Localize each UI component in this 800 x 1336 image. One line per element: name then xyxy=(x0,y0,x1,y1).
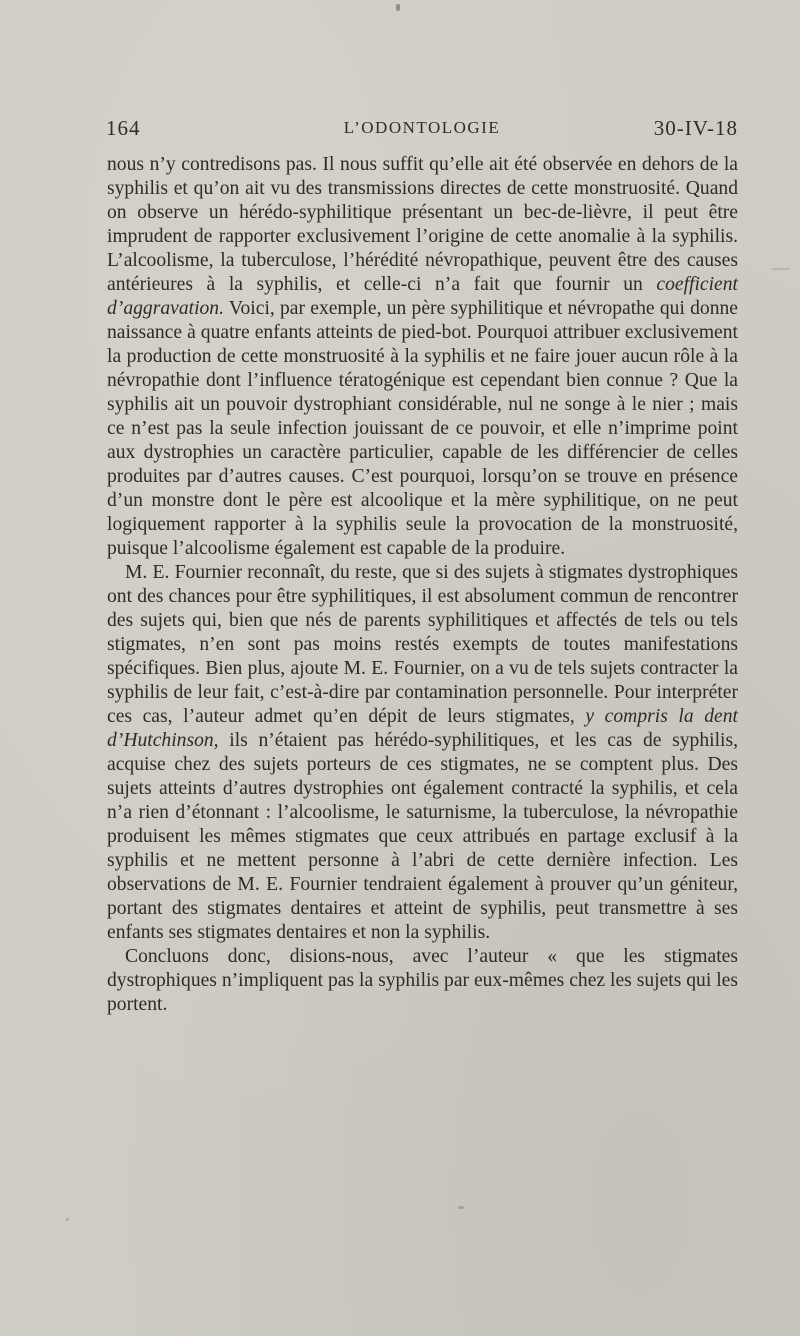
paragraph-2 xyxy=(107,561,738,945)
paragraph-2-emphasis: y compris la dent d’Hutchinson, xyxy=(107,706,738,751)
paragraph-2-text-start: M. E. Fournier reconnaît, du reste, que si des sujets à stigmates dystrophiques ont des chances pour être syphilitiques, il est absolument commun de rencontrer des sujets qui, bien que nés de parents syphilitiques et affectés de tels ou tels stigmates, n’en sont pas moins restés exempts de toutes manifestations spécifiques. Bien plus, ajoute M. E. Fournier, on a vu de tels sujets contracter la syphilis de leur fait, c’est-à-dire par contamination personnelle. Pour interpréter ces cas, l’auteur admet qu’en dépit de leurs stigmates, xyxy=(107,562,738,727)
paragraph-1-emphasis: coefficient d’aggravation. xyxy=(107,274,738,319)
paper-speck xyxy=(66,1218,69,1221)
paper-speck xyxy=(458,1206,464,1209)
paragraph-3-text-start: Concluons donc, disions-nous, avec l’auteur « que les stigmates dystrophiques n’impliquent pas la syphilis par eux-mêmes chez les sujets qui les portent. xyxy=(107,946,738,1015)
running-header xyxy=(106,116,738,146)
running-title: L’ODONTOLOGIE xyxy=(343,118,501,137)
issue-date: 30-IV-18 xyxy=(653,116,738,140)
paragraph-1 xyxy=(107,153,738,561)
paragraph-3 xyxy=(107,945,738,1017)
page-number: 164 xyxy=(106,116,141,140)
paper-speck xyxy=(396,4,400,11)
body-text xyxy=(107,153,738,1017)
paragraph-1-text-start: nous n’y contredisons pas. Il nous suffit qu’elle ait été observée en dehors de la syphilis et qu’on ait vu des transmissions directes de cette monstruosité. Quand on observe un hérédo-syphilitique présentant un bec-de-lièvre, il peut être imprudent de rapporter exclusivement l’origine de cette anomalie à la syphilis. L’alcoolisme, la tuberculose, l’hérédité névropathique, peuvent être des causes antérieures à la syphilis, et celle-ci n’a fait que fournir un xyxy=(107,154,738,295)
paragraph-1-text-end: Voici, par exemple, un père syphilitique et névropathe qui donne naissance à quatre enfants atteints de pied-bot. Pourquoi attribuer exclusivement la production de cette monstruosité à la syphilis et ne faire jouer aucun rôle à la névropathie dont l’influence tératogénique est cependant bien connue ? Que la syphilis ait un pouvoir dystrophiant considérable, nul ne songe à le nier ; mais ce n’est pas la seule infection jouissant de ce pouvoir, et elle n’imprime point aux dystrophies un caractère particulier, capable de les différencier de celles produites par d’autres causes. C’est pourquoi, lorsqu’on se trouve en présence d’un monstre dont le père est alcoolique et la mère syphilitique, on ne peut logiquement rapporter à la syphilis seule la provocation de la monstruosité, puisque l’alcoolisme également est capable de la produire. xyxy=(107,298,738,559)
paragraph-2-text-end: ils n’étaient pas hérédo-syphilitiques, et les cas de syphilis, acquise chez des sujets porteurs de ces stigmates, ne se comptent plus. Des sujets atteints d’autres dystrophies ont également contracté la syphilis, et cela n’a rien d’étonnant : l’alcoolisme, le saturnisme, la tuberculose, la névropathie produisent les mêmes stigmates que ceux attribués en partage exclusif à la syphilis et ne mettent personne à l’abri de cette dernière infection. Les observations de M. E. Fournier tendraient également à prouver qu’un géniteur, portant des stigmates dentaires et atteint de syphilis, peut transmettre à ses enfants ses stigmates dentaires et non la syphilis. xyxy=(107,730,738,943)
paper-speck xyxy=(772,268,790,270)
